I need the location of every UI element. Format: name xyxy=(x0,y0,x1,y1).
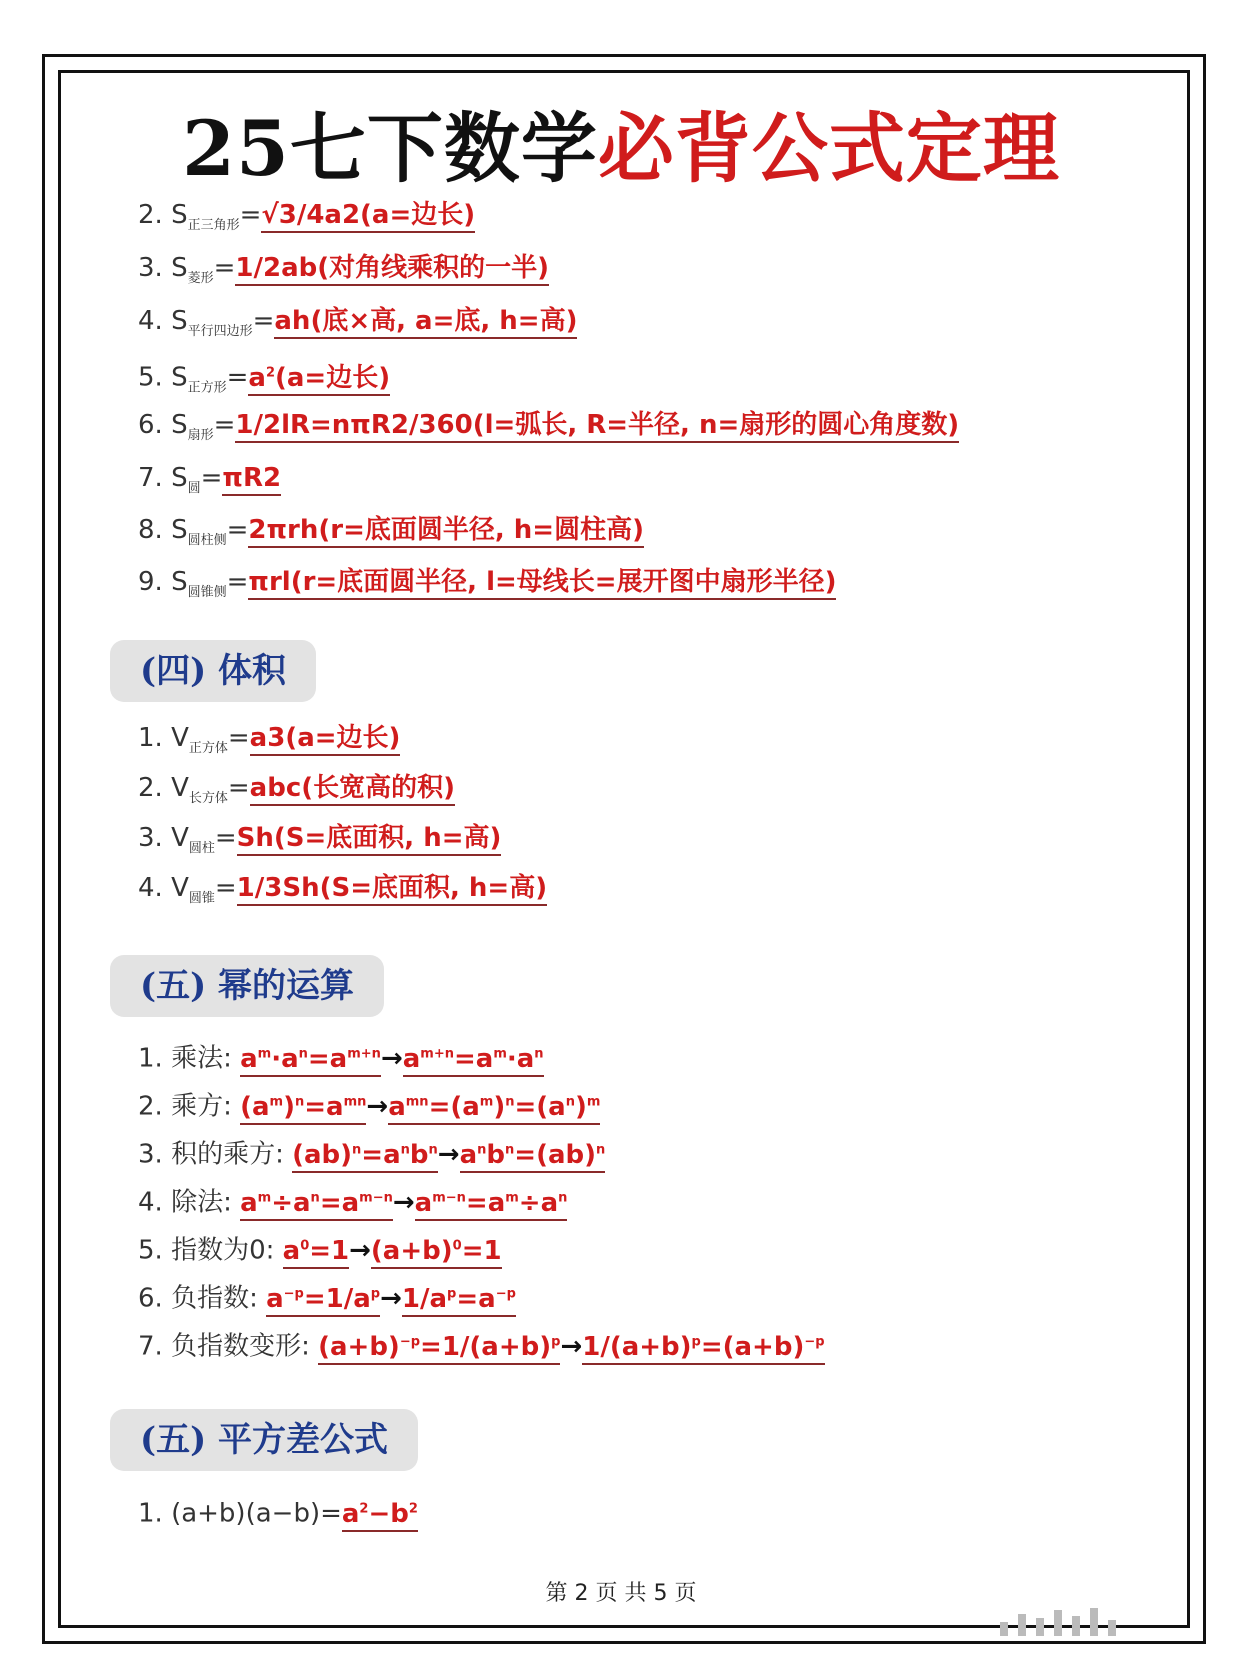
title-red: 必背公式定理 xyxy=(597,104,1060,193)
formula-answer: $a^{m-n}=a^m\div a^n$ xyxy=(415,1188,568,1221)
arrow-icon: → xyxy=(560,1331,583,1362)
formula-answer: $a^{mn}=(a^m)^n=(a^n)^m$ xyxy=(388,1092,600,1125)
list-item: 1. $V_{正方体}=a3(a=$边长) xyxy=(138,723,401,756)
list-item: 4. $V_{圆锥}=1/3Sh(S=$底面积, h=高) xyxy=(138,873,548,906)
arrow-icon: → xyxy=(437,1139,460,1170)
formula-answer: $a^{m+n}=a^m\cdot a^n$ xyxy=(403,1044,544,1077)
formula-answer: 1/2ab(对角线乘积的一半) xyxy=(235,253,549,286)
formula-answer: $(a+b)^{-p}=1/(a+b)^p$ xyxy=(318,1332,560,1365)
watermark-icon xyxy=(1000,1608,1116,1636)
formula-answer: 2πrh(r=底面圆半径, h=圆柱高) xyxy=(248,515,644,548)
list-item: 5. $S_{正方形}=a^2(a=$边长) xyxy=(138,362,391,396)
formula-answer: a3(a=边长) xyxy=(250,723,401,756)
formula-answer: πR2 xyxy=(222,463,281,496)
formula-answer: $(a^m)^n=a^{mn}$ xyxy=(240,1092,366,1125)
page-number: 第 2 页 共 5 页 xyxy=(545,1581,697,1606)
list-item: 8. $S_{圆柱侧}=2\pi rh(r=$底面圆半径, h=圆柱高) xyxy=(138,515,644,548)
formula-answer: 1/2lR=nπR2/360(l=弧长, R=半径, n=扇形的圆心角度数) xyxy=(235,410,959,443)
list-item: 1. 乘法: $a^m\cdot a^n=a^{m+n}\to a^{m+n}=a^m\cdot a^n$ xyxy=(138,1037,544,1076)
list-item: 3. $S_{菱形}=1/2ab$(对角线乘积的一半) xyxy=(138,253,549,286)
formula-answer: ah(底×高, a=底, h=高) xyxy=(274,306,577,339)
section-heading-powers: (五) 幂的运算 xyxy=(110,955,384,1017)
arrow-icon: → xyxy=(392,1187,415,1218)
list-item: 6. 负指数: $a^{-p}=1/a^p\to 1/a^p=a^{-p}$ xyxy=(138,1277,516,1316)
formula-answer: $1/(a+b)^p=(a+b)^{-p}$ xyxy=(582,1332,824,1365)
formula-answer: $(ab)^n=a^nb^n$ xyxy=(292,1140,438,1173)
list-item: 9. $S_{圆锥侧}=\pi rl(r=$底面圆半径, l=母线长=展开图中扇形半径) xyxy=(138,567,837,600)
arrow-icon: → xyxy=(380,1043,403,1074)
section-heading-difference-of-squares: (五) 平方差公式 xyxy=(110,1409,418,1471)
list-item: 4. 除法: $a^m\div a^n=a^{m-n}\to a^{m-n}=a^m\div a^n$ xyxy=(138,1181,567,1220)
section-heading-volume: (四) 体积 xyxy=(110,640,316,702)
formula-answer: πrl(r=底面圆半径, l=母线长=展开图中扇形半径) xyxy=(248,567,836,600)
list-item: 3. $V_{圆柱}=Sh(S=$底面积, h=高) xyxy=(138,823,502,856)
formula-answer: $a^0=1$ xyxy=(283,1236,349,1269)
formula-answer: $a^m\cdot a^n=a^{m+n}$ xyxy=(240,1044,381,1077)
list-item: 1. $(a+b)(a-b)=a^2-b^2$ xyxy=(138,1492,418,1531)
arrow-icon: → xyxy=(366,1091,389,1122)
formula-answer: $1/a^p=a^{-p}$ xyxy=(402,1284,516,1317)
formula-answer: Sh(S=底面积, h=高) xyxy=(237,823,502,856)
list-item: 6. $S_{扇形}=1/2lR=n\pi R2/360(l=$弧长, R=半径, n=扇形的圆心角度数) xyxy=(138,410,960,443)
formula-answer: $a^2(a=$边长) xyxy=(248,363,390,396)
formula-answer: $a^nb^n=(ab)^n$ xyxy=(460,1140,606,1173)
list-item: 2. $S_{正三角形}=√3/4a2(a=$边长) xyxy=(138,200,476,233)
formula-answer: $a^{-p}=1/a^p$ xyxy=(266,1284,380,1317)
formula-answer: $a^m\div a^n=a^{m-n}$ xyxy=(240,1188,393,1221)
formula-answer: $(a+b)^0=1$ xyxy=(371,1236,502,1269)
arrow-icon: → xyxy=(380,1283,402,1314)
list-item: 2. $V_{长方体}=abc$(长宽高的积) xyxy=(138,773,456,806)
list-item: 3. 积的乘方: $(ab)^n=a^nb^n\to a^nb^n=(ab)^n$ xyxy=(138,1133,605,1172)
page-title xyxy=(0,88,1242,197)
list-item: 2. 乘方: $(a^m)^n=a^{mn}\to a^{mn}=(a^m)^n=(a^n)^m$ xyxy=(138,1085,600,1124)
list-item: 7. $S_圆=\pi R2$ xyxy=(138,463,282,496)
list-item: 4. $S_{平行四边形}=ah$(底×高, a=底, h=高) xyxy=(138,306,578,339)
formula-answer: √3/4a2(a=边长) xyxy=(261,200,475,233)
list-item: 5. 指数为0: $a^0=1\to(a+b)^0=1$ xyxy=(138,1229,502,1268)
formula-answer: abc(长宽高的积) xyxy=(250,773,455,806)
formula-answer: $a^2-b^2$ xyxy=(342,1499,418,1532)
title-black: 25七下数学 xyxy=(182,104,598,193)
formula-answer: 1/3Sh(S=底面积, h=高) xyxy=(237,873,547,906)
arrow-icon: → xyxy=(349,1235,371,1266)
list-item: 7. 负指数变形: $(a+b)^{-p}=1/(a+b)^p\to 1/(a+b)^p=(a+b)^{-p}$ xyxy=(138,1325,825,1364)
